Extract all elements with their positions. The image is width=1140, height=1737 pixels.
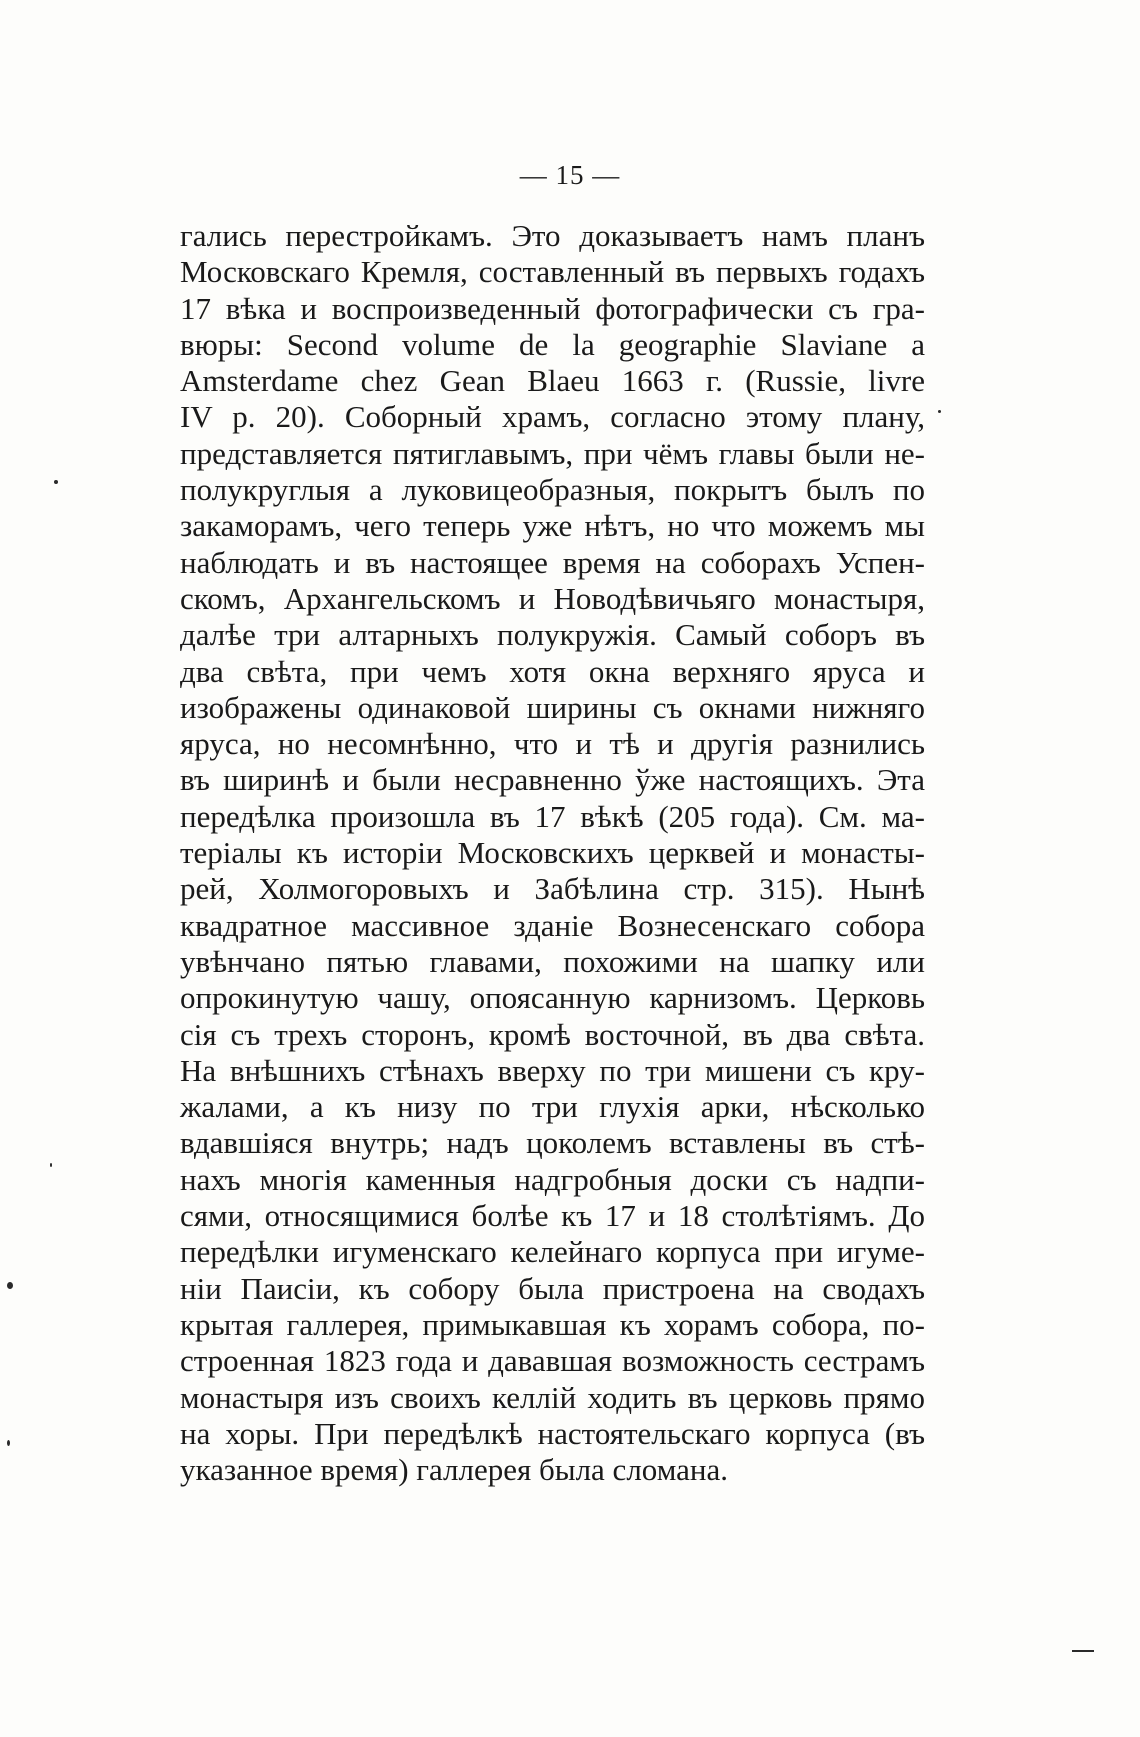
- text-line: опрокинутую чашу, опоясанную карнизомъ. Церковь: [180, 980, 925, 1016]
- text-line: квадратное массивное зданіе Вознесенскаго собора: [180, 907, 925, 943]
- text-line: увѣнчано пятью главами, похожими на шапку или: [180, 943, 925, 979]
- scan-speck: [7, 1282, 13, 1289]
- text-line: 17 вѣка и воспроизведенный фотографически съ гра-: [180, 290, 925, 326]
- page-number: — 15 —: [519, 160, 621, 190]
- text-line: нахъ многія каменныя надгробныя доски съ надпи-: [180, 1161, 925, 1197]
- scan-speck: [50, 1163, 52, 1167]
- text-line: IV р. 20). Соборный храмъ, согласно этому плану,: [180, 399, 925, 435]
- scan-speck: [7, 1440, 10, 1446]
- text-line: теріалы къ исторіи Московскихъ церквей и монасты-: [180, 835, 925, 871]
- text-line: рей, Холмогоровыхъ и Забѣлина стр. 315). Нынѣ: [180, 871, 925, 907]
- text-line: полукруглыя а луковицеобразныя, покрытъ былъ по: [180, 472, 925, 508]
- text-line: наблюдать и въ настоящее время на соборахъ Успен-: [180, 544, 925, 580]
- text-line: скомъ, Архангельскомъ и Новодѣвичьяго монастыря,: [180, 580, 925, 616]
- text-line: сями, относящимися болѣе къ 17 и 18 столѣтіямъ. До: [180, 1198, 925, 1234]
- text-line: въ ширинѣ и были несравненно ўже настоящихъ. Эта: [180, 762, 925, 798]
- text-line: жалами, а къ низу по три глухія арки, нѣсколько: [180, 1089, 925, 1125]
- text-line: крытая галлерея, примыкавшая къ хорамъ собора, по-: [180, 1306, 925, 1342]
- text-line: передѣлка произошла въ 17 вѣкѣ (205 года). См. ма-: [180, 798, 925, 834]
- text-line: далѣе три алтарныхъ полукружія. Самый соборъ въ: [180, 617, 925, 653]
- text-line: На внѣшнихъ стѣнахъ вверху по три мишени съ кру-: [180, 1052, 925, 1088]
- text-line: яруса, но несомнѣнно, что и тѣ и другія разнились: [180, 726, 925, 762]
- text-line: два свѣта, при чемъ хотя окна верхняго яруса и: [180, 653, 925, 689]
- text-line: вюры: Second volume de la geographie Slaviane a: [180, 326, 925, 362]
- text-line: указанное время) галлерея была сломана.: [180, 1452, 728, 1488]
- scan-speck: [54, 480, 58, 484]
- text-line: закаморамъ, чего теперь уже нѣтъ, но что можемъ мы: [180, 508, 925, 544]
- text-line: гались перестройкамъ. Это доказываетъ намъ планъ: [180, 218, 925, 253]
- text-line: изображены одинаковой ширины съ окнами нижняго: [180, 689, 925, 725]
- text-line: Московскаго Кремля, составленный въ первыхъ годахъ: [180, 254, 925, 290]
- text-line: сія съ трехъ сторонъ, кромѣ восточной, въ два свѣта.: [180, 1016, 925, 1052]
- text-line: Amsterdame chez Gean Blaeu 1663 г. (Russie, livre: [180, 363, 925, 399]
- text-line: представляется пятиглавымъ, при чёмъ главы были не-: [180, 435, 925, 471]
- text-line: вдавшіяся внутрь; надъ цоколемъ вставлены въ стѣ-: [180, 1125, 925, 1161]
- text-line: строенная 1823 года и дававшая возможность сестрамъ: [180, 1343, 925, 1379]
- body-text: [180, 218, 925, 1488]
- scan-speck: [938, 410, 941, 413]
- scan-speck: [1072, 1650, 1094, 1652]
- text-line: на хоры. При передѣлкѣ настоятельскаго корпуса (въ: [180, 1415, 925, 1451]
- text-line: ніи Паисіи, къ собору была пристроена на сводахъ: [180, 1270, 925, 1306]
- text-line: монастыря изъ своихъ келлій ходить въ церковь прямо: [180, 1379, 925, 1415]
- text-line: передѣлки игуменскаго келейнаго корпуса при игуме-: [180, 1234, 925, 1270]
